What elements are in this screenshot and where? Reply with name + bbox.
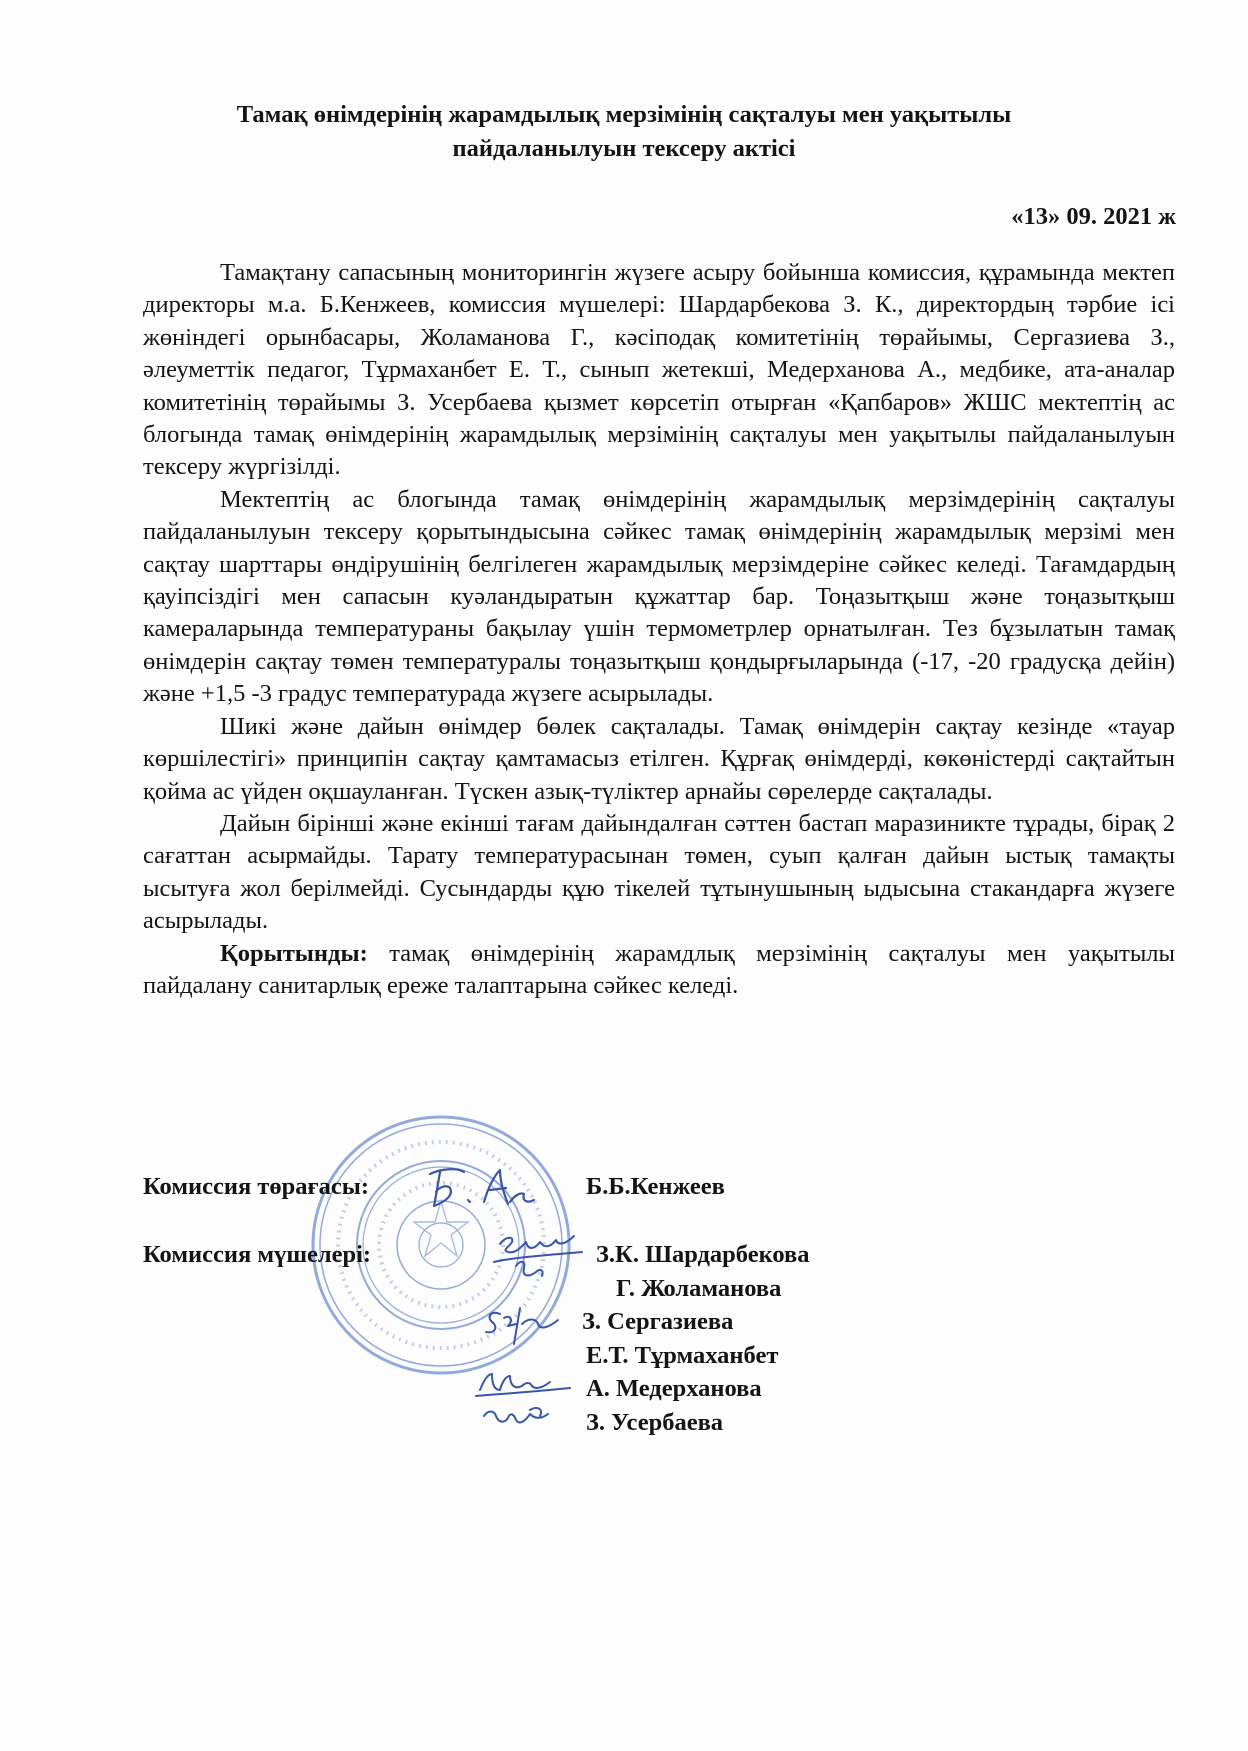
member-signature-icon <box>470 1360 580 1442</box>
title-line-1: Тамақ өнімдерінің жарамдылық мерзімінің сақталуы мен уақытылы <box>236 101 1012 128</box>
paragraph-3: Шикі және дайын өнімдер бөлек сақталады. Тамақ өнімдерін сақтау кезінде «тауар көршілестігі» принципін сақтау қамтамасыз етілген. Құрғақ өнімдерді, көкөністерді сақтайтын қойма ас үйден оқшауланған. Түскен азық-түліктер арнайы сөрелерде сақталады. <box>143 712 1175 805</box>
member-name: Е.Т. Тұрмаханбет <box>586 1341 779 1369</box>
member-signature-icon <box>486 1222 590 1292</box>
member-name: З. Сергазиева <box>582 1308 734 1335</box>
paragraph-4: Дайын бірінші және екінші тағам дайындалған сәттен бастап маразиникте тұрады, бірақ 2 сағаттан асырмайды. Тарату температурасынан төмен, суып қалған дайын ыстық тамақты ысытуға жол берілмейді. Сусындарды құю тікелей тұтынушының ыдысына стакандарға жүзеге асырылады. <box>143 809 1175 935</box>
document-title <box>150 98 1098 166</box>
members-label: Комиссия мүшелері: <box>143 1241 372 1268</box>
member-name: Г. Жоламанова <box>616 1274 782 1302</box>
chair-signature-icon <box>424 1162 550 1212</box>
paragraph-2: Мектептің ас блогында тамақ өнімдерінің жарамдылық мерзімдерінің сақталуы пайдаланылуын тексеру қорытындысына сәйкес тамақ өнімдерінің жарамдылық мерзімі мен сақтау шарттары өндірушінің белгілеген жарамдылық мерзімдеріне сәйкес келеді. Тағамдардың қауіпсіздігі мен сапасын куәландыратын құжаттар бар. Тоңазытқыш және тоңазытқыш камераларында температураны бақылау үшін термометрлер орнатылған. Тез бұзылатын тамақ өнімдерін сақтау төмен температуралы тоңазытқыш қондырғыларында (-17, -20 градусқа дейін) және +1,5 -3 градус температурада жүзеге асырылады. <box>143 485 1175 708</box>
member-signature-icon <box>480 1300 566 1348</box>
chair-label: Комиссия төрағасы: <box>143 1173 370 1200</box>
member-name: А. Медерханова <box>586 1375 762 1402</box>
conclusion-paragraph <box>143 938 1175 1003</box>
conclusion-text: тамақ өнімдерінің жарамдлық мерзімінің сақталуы мен уақытылы пайдалану санитарлық ереже талаптарына сәйкес келеді. <box>143 939 1175 999</box>
document-body <box>143 257 1175 1002</box>
paragraph-1: Тамақтану сапасының мониторингін жүзеге асыру бойынша комиссия, құрамында мектеп директоры м.а. Б.Кенжеев, комиссия мүшелері: Шардарбекова З. К., директордың тәрбие ісі жөніндегі орынбасары, Жоламанова Г., кәсіподақ комитетінің төрайымы, Сергазиева З., әлеуметтік педагог, Тұрмаханбет Е. Т., сынып жетекші, Медерханова А., медбике, ата-аналар комитетінің төрайымы З. Усербаева қызмет көрсетіп отырған «Қапбаров» ЖШС мектептің ас блогында тамақ өнімдерінің жарамдылық мерзімінің сақталуы мен уақытылы пайдаланылуын тексеру жүргізілді. <box>143 259 1175 481</box>
member-name: З.К. Шардарбекова <box>596 1241 810 1268</box>
chair-name: Б.Б.Кенжеев <box>586 1173 725 1200</box>
title-line-2: пайдаланылуын тексеру актісі <box>452 135 796 162</box>
document-date: «13» 09. 2021 ж <box>1011 203 1176 230</box>
member-name: З. Усербаева <box>586 1408 724 1436</box>
conclusion-label: Қорытынды: <box>220 939 368 967</box>
